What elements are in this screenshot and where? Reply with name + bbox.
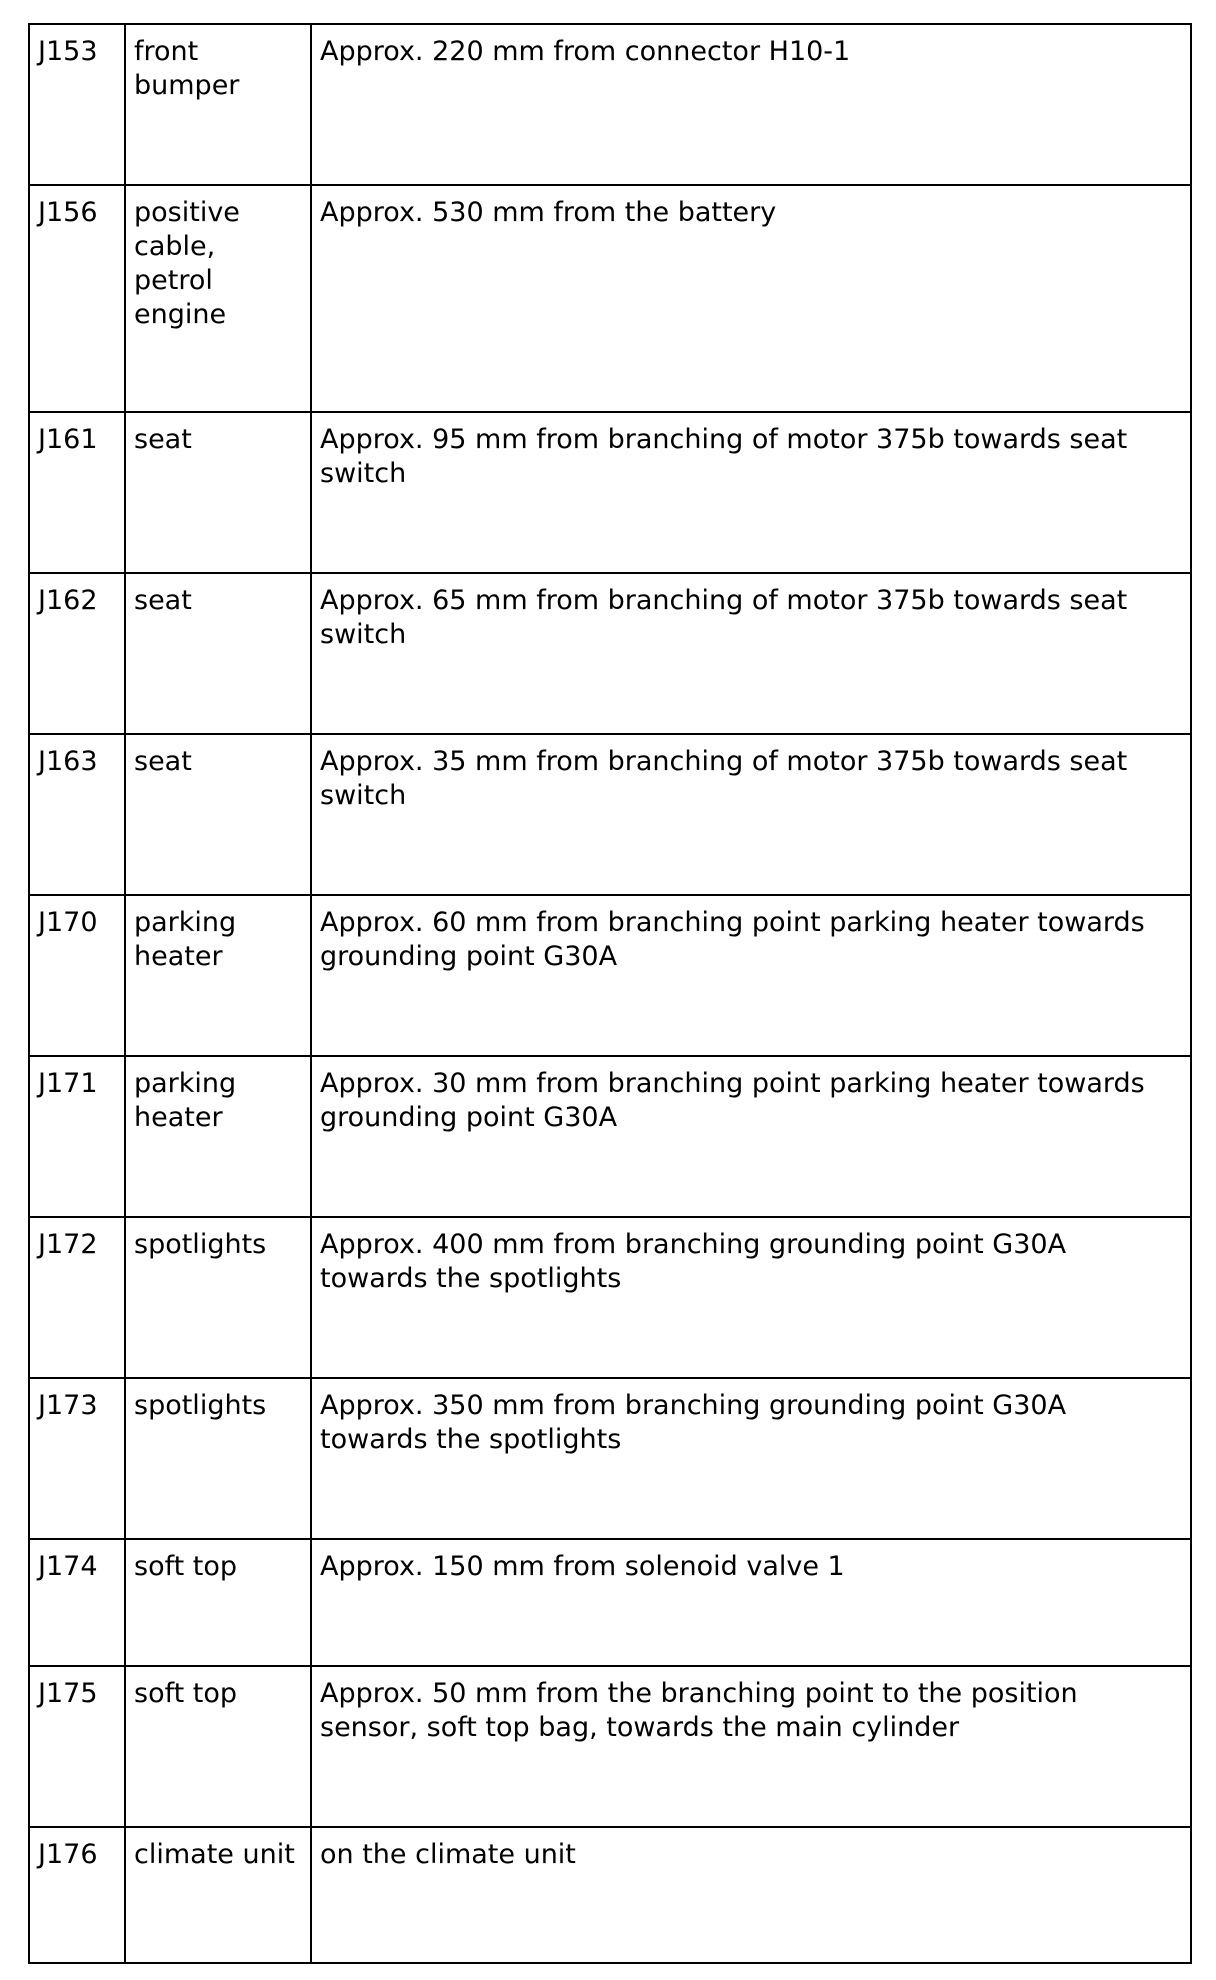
location-cell: climate unit xyxy=(125,1827,311,1963)
code-cell: J175 xyxy=(29,1666,125,1827)
description-cell: Approx. 30 mm from branching point parking heater towards grounding point G30A xyxy=(311,1056,1191,1217)
code-cell: J156 xyxy=(29,185,125,412)
description-cell: Approx. 150 mm from solenoid valve 1 xyxy=(311,1539,1191,1666)
location-cell: parking heater xyxy=(125,1056,311,1217)
table-row xyxy=(29,734,1191,895)
location-cell: spotlights xyxy=(125,1217,311,1378)
table-row xyxy=(29,24,1191,185)
description-cell: Approx. 60 mm from branching point parking heater towards grounding point G30A xyxy=(311,895,1191,1056)
location-cell: front bumper xyxy=(125,24,311,185)
code-cell: J163 xyxy=(29,734,125,895)
location-cell: soft top xyxy=(125,1539,311,1666)
code-cell: J161 xyxy=(29,412,125,573)
table-row xyxy=(29,1056,1191,1217)
location-cell: seat xyxy=(125,734,311,895)
table-row xyxy=(29,1217,1191,1378)
table-row xyxy=(29,895,1191,1056)
description-cell: Approx. 65 mm from branching of motor 375b towards seat switch xyxy=(311,573,1191,734)
code-cell: J162 xyxy=(29,573,125,734)
location-cell: spotlights xyxy=(125,1378,311,1539)
table-row xyxy=(29,185,1191,412)
location-cell: parking heater xyxy=(125,895,311,1056)
location-cell: seat xyxy=(125,573,311,734)
location-cell: soft top xyxy=(125,1666,311,1827)
description-cell: Approx. 400 mm from branching grounding point G30A towards the spotlights xyxy=(311,1217,1191,1378)
table-row xyxy=(29,1666,1191,1827)
description-cell: Approx. 95 mm from branching of motor 375b towards seat switch xyxy=(311,412,1191,573)
table-row xyxy=(29,1539,1191,1666)
table-row xyxy=(29,1827,1191,1963)
description-cell: Approx. 220 mm from connector H10-1 xyxy=(311,24,1191,185)
code-cell: J153 xyxy=(29,24,125,185)
description-cell: Approx. 35 mm from branching of motor 375b towards seat switch xyxy=(311,734,1191,895)
location-cell: positive cable, petrol engine xyxy=(125,185,311,412)
description-cell: Approx. 530 mm from the battery xyxy=(311,185,1191,412)
connector-location-table xyxy=(28,23,1192,1964)
code-cell: J171 xyxy=(29,1056,125,1217)
description-cell: on the climate unit xyxy=(311,1827,1191,1963)
table-row xyxy=(29,412,1191,573)
code-cell: J176 xyxy=(29,1827,125,1963)
code-cell: J173 xyxy=(29,1378,125,1539)
table-row xyxy=(29,573,1191,734)
description-cell: Approx. 350 mm from branching grounding point G30A towards the spotlights xyxy=(311,1378,1191,1539)
location-cell: seat xyxy=(125,412,311,573)
code-cell: J174 xyxy=(29,1539,125,1666)
code-cell: J170 xyxy=(29,895,125,1056)
description-cell: Approx. 50 mm from the branching point to the position sensor, soft top bag, towards the main cylinder xyxy=(311,1666,1191,1827)
code-cell: J172 xyxy=(29,1217,125,1378)
table-row xyxy=(29,1378,1191,1539)
